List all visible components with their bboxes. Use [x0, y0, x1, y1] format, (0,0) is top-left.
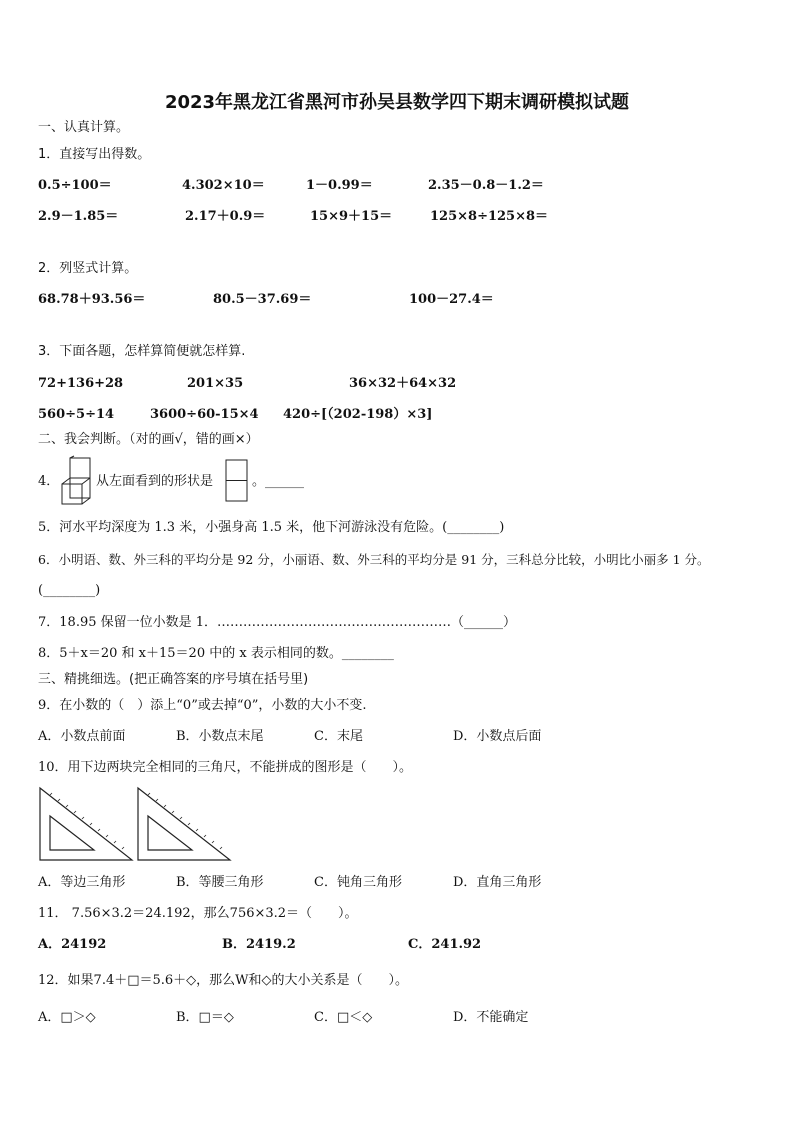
- calc-item: 201×35: [187, 376, 244, 391]
- set-square-figure: [136, 786, 232, 862]
- option-a: A．24192: [38, 937, 107, 952]
- calc-item: 1－0.99＝: [306, 178, 373, 193]
- cube-stack-figure: [60, 456, 96, 508]
- calc-item: 420÷[（202-198）×3]: [283, 407, 433, 422]
- question-9-stem: 9．在小数的（ ）添上“0”或去掉“0”，小数的大小不变.: [38, 698, 367, 713]
- section-heading-1: 一、认真计算。: [38, 120, 130, 135]
- calc-item: 36×32＋64×32: [349, 376, 457, 391]
- option-b: B．小数点末尾: [176, 729, 264, 744]
- option-c: C．241.92: [408, 937, 482, 952]
- option-a: A．□＞◇: [38, 1010, 96, 1025]
- option-a: A．小数点前面: [38, 729, 126, 744]
- question-12-stem: 12．如果7.4＋□＝5.6＋◇，那么W和◇的大小关系是（ ）。: [38, 973, 409, 988]
- calc-item: 560÷5÷14: [38, 407, 115, 422]
- calc-item: 125×8÷125×8＝: [430, 209, 549, 224]
- option-b: B．□＝◇: [176, 1010, 234, 1025]
- calc-item: 15×9＋15＝: [310, 209, 393, 224]
- page-title: 2023年黑龙江省黑河市孙吴县数学四下期末调研模拟试题: [164, 92, 630, 113]
- question-4-number: 4．: [38, 474, 60, 489]
- question-6-blank: (________): [38, 583, 101, 598]
- option-b: B．等腰三角形: [176, 875, 264, 890]
- question-5: 5．河水平均深度为 1.3 米，小强身高 1.5 米，他下河游泳没有危险。(________): [38, 520, 505, 535]
- question-4-text: 从左面看到的形状是: [96, 474, 214, 489]
- question-7: 7．18.95 保留一位小数是 1．………………………………………………（______）: [38, 615, 517, 630]
- set-square-figure: [38, 786, 134, 862]
- calc-item: 80.5－37.69＝: [213, 292, 312, 307]
- calc-item: 3600÷60-15×4: [150, 407, 259, 422]
- calc-item: 100－27.4＝: [409, 292, 494, 307]
- question-1-label: 1．直接写出得数。: [38, 147, 151, 162]
- question-11-stem: 11． 7.56×3.2＝24.192，那么756×3.2＝（ ）。: [38, 906, 358, 921]
- option-b: B．2419.2: [222, 937, 296, 952]
- calc-item: 2.35－0.8－1.2＝: [428, 178, 544, 193]
- question-3-label: 3．下面各题，怎样算简便就怎样算.: [38, 344, 246, 359]
- option-a: A．等边三角形: [38, 875, 126, 890]
- left-view-figure: [225, 459, 249, 503]
- question-6: 6．小明语、数、外三科的平均分是 92 分，小丽语、数、外三科的平均分是 91 分，三科总分比较，小明比小丽多 1 分。: [38, 552, 710, 567]
- question-2-label: 2．列竖式计算。: [38, 261, 138, 276]
- calc-item: 2.9－1.85＝: [38, 209, 119, 224]
- question-8: 8．5＋x＝20 和 x＋15＝20 中的 x 表示相同的数。________: [38, 646, 394, 661]
- calc-item: 4.302×10＝: [182, 178, 265, 193]
- calc-item: 2.17＋0.9＝: [185, 209, 266, 224]
- calc-item: 68.78＋93.56＝: [38, 292, 146, 307]
- section-heading-2: 二、我会判断。（对的画√，错的画×）: [38, 432, 259, 447]
- option-c: C．□＜◇: [314, 1010, 373, 1025]
- section-heading-3: 三、精挑细选。(把正确答案的序号填在括号里): [38, 672, 309, 687]
- option-d: D．小数点后面: [453, 729, 542, 744]
- question-4-tail: 。______: [252, 474, 305, 489]
- option-c: C．钝角三角形: [314, 875, 402, 890]
- question-10-stem: 10．用下边两块完全相同的三角尺，不能拼成的图形是（ ）。: [38, 760, 413, 775]
- option-d: D．直角三角形: [453, 875, 542, 890]
- calc-item: 0.5÷100＝: [38, 178, 112, 193]
- option-c: C．末尾: [314, 729, 363, 744]
- calc-item: 72+136+28: [38, 376, 124, 391]
- option-d: D．不能确定: [453, 1010, 529, 1025]
